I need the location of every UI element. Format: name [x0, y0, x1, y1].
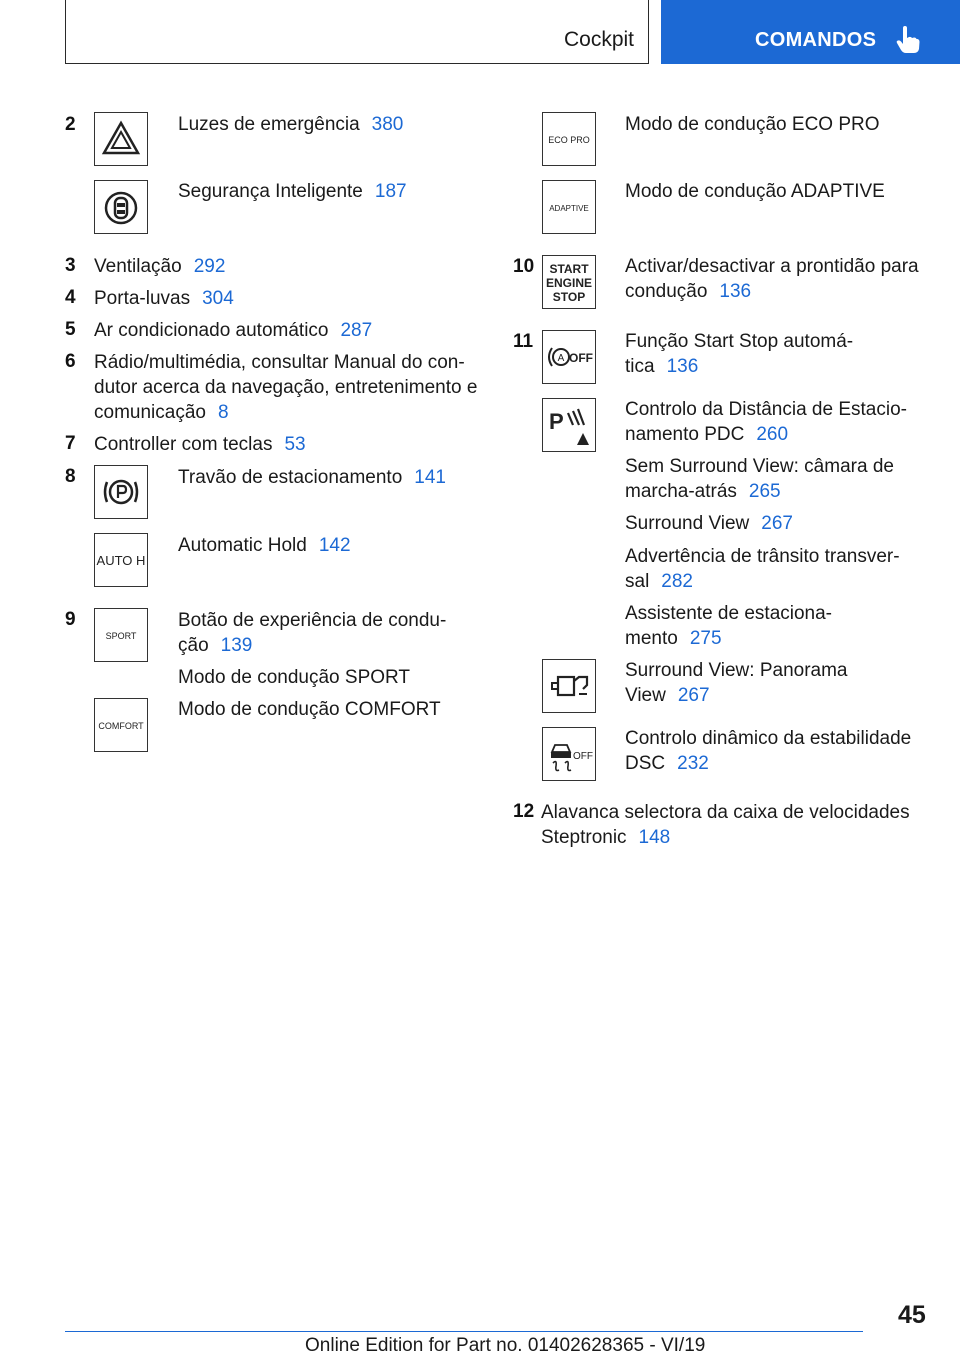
- page-ref-link[interactable]: 136: [719, 281, 752, 302]
- page-ref-link[interactable]: 292: [193, 256, 226, 277]
- item-2b-text: [178, 179, 407, 204]
- item-panorama-line-1: Surround View: Panorama: [625, 660, 848, 681]
- item-8a-text: [178, 465, 446, 490]
- item-number-3: 3: [65, 255, 76, 276]
- item-4-label: Porta-luvas: [94, 288, 191, 309]
- page-ref-link[interactable]: 260: [756, 424, 789, 445]
- footer-divider: [65, 1331, 863, 1332]
- page-ref-link[interactable]: 275: [689, 628, 722, 649]
- item-rear-camera-text: [625, 454, 894, 504]
- park-distance-control-button-icon: [542, 398, 596, 452]
- item-3-text: [94, 254, 225, 279]
- item-6-line-2: dutor acerca da navegação, entretenimento e: [94, 377, 478, 398]
- item-number-8: 8: [65, 466, 76, 487]
- item-2b-label: Segurança Inteligente: [178, 181, 363, 202]
- item-rear-camera-line-1: Sem Surround View: câmara de: [625, 456, 894, 477]
- page-ref-link[interactable]: 267: [677, 685, 710, 706]
- item-11-text: [625, 329, 853, 379]
- item-dsc-line-1: Controlo dinâmico da estabilidade: [625, 728, 912, 749]
- item-2a-text: [178, 112, 403, 137]
- item-panorama-line-2: View: [625, 685, 666, 706]
- item-number-4: 4: [65, 287, 76, 308]
- page-ref-link[interactable]: 187: [374, 181, 407, 202]
- sport-icon-text: SPORT: [105, 631, 137, 641]
- page-ref-link[interactable]: 232: [677, 753, 709, 774]
- page-ref-link[interactable]: 142: [318, 535, 351, 556]
- start-stop-engine-button-icon: [542, 255, 596, 309]
- item-adaptive-text: Modo de condução ADAPTIVE: [625, 181, 885, 202]
- page-ref-link[interactable]: 282: [661, 571, 693, 592]
- item-5-label: Ar condicionado automático: [94, 320, 329, 341]
- item-surround-view-label: Surround View: [625, 513, 750, 534]
- item-9a-line-2: ção: [178, 635, 209, 656]
- intelligent-safety-button-icon: [94, 180, 148, 234]
- item-2a-label: Luzes de emergência: [178, 114, 360, 135]
- stop-icon-text: STOP: [552, 290, 586, 304]
- item-cross-traffic-line-1: Advertência de trânsito transver-: [625, 546, 900, 567]
- page-ref-link[interactable]: 53: [284, 434, 306, 455]
- item-number-5: 5: [65, 319, 76, 340]
- item-cross-traffic-text: [625, 544, 900, 594]
- comfort-mode-button-icon: [94, 698, 148, 752]
- sport-mode-button-icon: [94, 608, 148, 662]
- item-panorama-text: [625, 658, 848, 708]
- page-ref-link[interactable]: 8: [217, 402, 229, 423]
- item-11-line-2: tica: [625, 356, 655, 377]
- item-12-line-1: Alavanca selectora da caixa de velocidades: [541, 802, 910, 823]
- footer-edition-text: Online Edition for Part no. 01402628365 - VI/19: [305, 1335, 706, 1356]
- page-number: 45: [898, 1301, 926, 1329]
- page-ref-link[interactable]: 287: [340, 320, 373, 341]
- start-icon-text: START: [549, 262, 589, 276]
- adaptive-mode-button-icon: [542, 180, 596, 234]
- page-ref-link[interactable]: 148: [638, 827, 671, 848]
- item-parking-assistant-line-1: Assistente de estaciona-: [625, 603, 833, 624]
- header-section-title: Cockpit: [563, 28, 634, 51]
- page-ref-link[interactable]: 304: [202, 288, 234, 309]
- item-10-line-1: Activar/desactivar a prontidão para: [625, 256, 919, 277]
- hazard-warning-button-icon: [94, 112, 148, 166]
- engine-icon-text: ENGINE: [545, 276, 593, 290]
- header-chapter-label: COMANDOS: [755, 29, 877, 51]
- item-surround-view-text: [625, 511, 793, 536]
- item-8a-label: Travão de estacionamento: [178, 467, 403, 488]
- item-10-line-2: condução: [625, 281, 708, 302]
- item-8b-label: Automatic Hold: [178, 535, 307, 556]
- item-pdc-line-2: namento PDC: [625, 424, 745, 445]
- item-8b-text: [178, 533, 351, 558]
- item-number-10: 10: [513, 256, 535, 277]
- dsc-off-button-icon: [542, 727, 596, 781]
- item-6-line-1: Rádio/multimédia, consultar Manual do con-: [94, 352, 465, 373]
- page-ref-link[interactable]: 141: [414, 467, 446, 488]
- page-ref-link[interactable]: 136: [666, 356, 699, 377]
- item-number-11: 11: [513, 331, 534, 352]
- item-9c-text: Modo de condução COMFORT: [178, 699, 441, 720]
- item-3-label: Ventilação: [94, 256, 182, 277]
- item-eco-pro-text: Modo de condução ECO PRO: [625, 114, 880, 135]
- item-dsc-text: [625, 726, 911, 776]
- item-pdc-text: [625, 397, 907, 447]
- off-icon-text: OFF: [569, 351, 593, 365]
- comfort-icon-text: COMFORT: [98, 721, 144, 731]
- header-section-box: [65, 0, 649, 64]
- item-number-2: 2: [65, 114, 76, 135]
- svg-text:P: P: [549, 409, 564, 434]
- item-pdc-line-1: Controlo da Distância de Estacio-: [625, 399, 907, 420]
- item-6-line-3: comunicação: [94, 402, 206, 423]
- auto-start-stop-off-button-icon: [542, 330, 596, 384]
- item-12-line-2: Steptronic: [541, 827, 627, 848]
- item-rear-camera-line-2: marcha-atrás: [625, 481, 737, 502]
- item-number-12: 12: [513, 801, 535, 822]
- auto-hold-button-icon: [94, 533, 148, 587]
- item-9a-text: [178, 608, 446, 658]
- item-7-label: Controller com teclas: [94, 434, 273, 455]
- dsc-off-icon-text: OFF: [573, 751, 593, 762]
- page-ref-link[interactable]: 380: [371, 114, 404, 135]
- item-6-text: [94, 350, 477, 425]
- item-cross-traffic-line-2: sal: [625, 571, 650, 592]
- item-parking-assistant-text: [625, 601, 832, 651]
- item-7-text: [94, 432, 306, 457]
- page-ref-link[interactable]: 139: [220, 635, 253, 656]
- parking-brake-button-icon: [94, 465, 148, 519]
- adaptive-icon-text: ADAPTIVE: [549, 204, 589, 213]
- item-10-text: [625, 254, 919, 304]
- item-9b-text: Modo de condução SPORT: [178, 667, 411, 688]
- item-5-text: [94, 318, 372, 343]
- auto-hold-icon-text: AUTO H: [96, 553, 146, 568]
- page-ref-link[interactable]: 267: [761, 513, 793, 534]
- item-9a-line-1: Botão de experiência de condu-: [178, 610, 447, 631]
- item-number-9: 9: [65, 609, 76, 630]
- item-11-line-1: Função Start Stop automá-: [625, 331, 854, 352]
- item-number-7: 7: [65, 433, 76, 454]
- svg-text:A: A: [557, 353, 565, 364]
- eco-pro-icon-text: ECO PRO: [548, 135, 590, 145]
- item-number-6: 6: [65, 351, 76, 372]
- item-parking-assistant-line-2: mento: [625, 628, 678, 649]
- pointing-hand-icon: [896, 26, 920, 54]
- item-dsc-line-2: DSC: [625, 753, 666, 774]
- item-12-text: [541, 800, 910, 850]
- eco-pro-button-icon: [542, 112, 596, 166]
- item-4-text: [94, 286, 234, 311]
- panorama-view-button-icon: [542, 659, 596, 713]
- page-ref-link[interactable]: 265: [748, 481, 781, 502]
